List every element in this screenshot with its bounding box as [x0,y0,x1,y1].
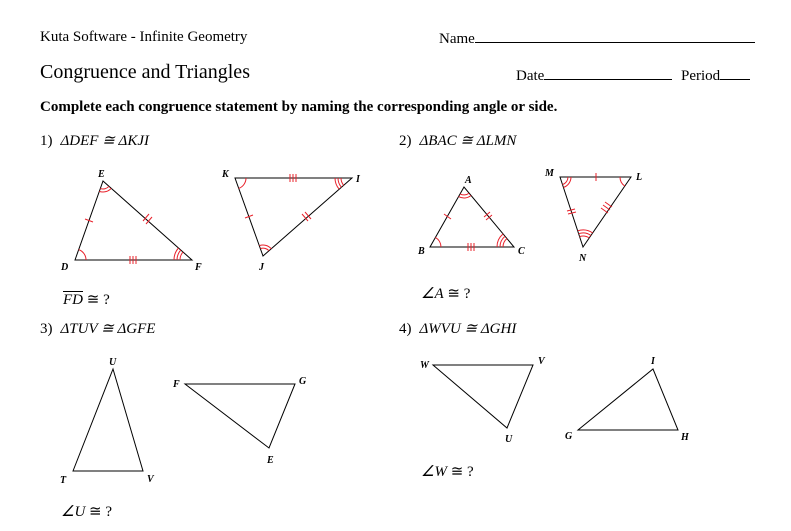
vertex-label-u: U [109,357,117,368]
worksheet-title: Congruence and Triangles [40,61,250,83]
vertex-label-t: T [60,475,67,486]
triangle-def [60,169,202,273]
vertex-label-b: B [418,246,425,257]
vertex-label-w: W [420,360,429,371]
prompt-subject: ∠A [421,286,444,302]
vertex-label-n: N [579,253,587,264]
instructions: Complete each congruence statement by naming the corresponding angle or side. [40,99,558,115]
prompt-subject: $\overline{FD}$ [63,292,83,308]
vertex-label-g: G [299,376,307,387]
prompt-rest: ≅ ? [446,464,474,480]
congruence-statement: ΔDEF ≅ ΔKJI [60,133,149,149]
problem-number: 1) [40,133,53,149]
vertex-label-e: E [98,169,105,180]
problem-number: 3) [40,321,53,337]
vertex-label-m: M [545,168,554,179]
vertex-label-i: I [356,174,360,185]
prompt-rest: ≅ ? [83,292,110,308]
triangle-bac [417,175,525,257]
congruence-statement: ΔTUV ≅ ΔGFE [60,321,156,337]
problem-number: 4) [399,321,412,337]
prompt-subject: ∠W [421,464,447,480]
congruence-statement: ΔWVU ≅ ΔGHI [419,321,517,337]
triangle-lmn [544,168,642,264]
vertex-label-u: U [505,434,513,445]
triangle-gfe [172,376,307,466]
congruence-statement: ΔBAC ≅ ΔLMN [419,133,517,149]
triangle-kji [221,169,361,273]
vertex-label-g: G [565,431,573,442]
name-label: Name [439,31,475,47]
vertex-label-i: I [651,356,655,367]
vertex-label-f: F [195,262,202,273]
date-label: Date [516,68,545,84]
problem-number: 2) [399,133,412,149]
vertex-label-e: E [267,455,274,466]
vertex-label-k: K [222,169,229,180]
vertex-label-h: H [681,432,689,443]
vertex-label-f: F [173,379,180,390]
prompt-rest: ≅ ? [85,504,113,520]
triangle-tuv [60,357,155,486]
triangle-ghi [565,356,690,443]
vertex-label-v: V [538,356,545,367]
vertex-label-c: C [518,246,525,257]
vertex-label-a: A [465,175,472,186]
prompt-subject: ∠U [61,504,86,520]
vertex-label-l: L [636,172,643,183]
triangle-wvu [420,356,546,445]
vertex-label-v: V [147,474,154,485]
vertex-label-j: J [259,262,264,273]
period-label: Period [681,68,721,84]
prompt-rest: ≅ ? [443,286,471,302]
publisher-label: Kuta Software - Infinite Geometry [40,29,248,45]
vertex-label-d: D [61,262,69,273]
